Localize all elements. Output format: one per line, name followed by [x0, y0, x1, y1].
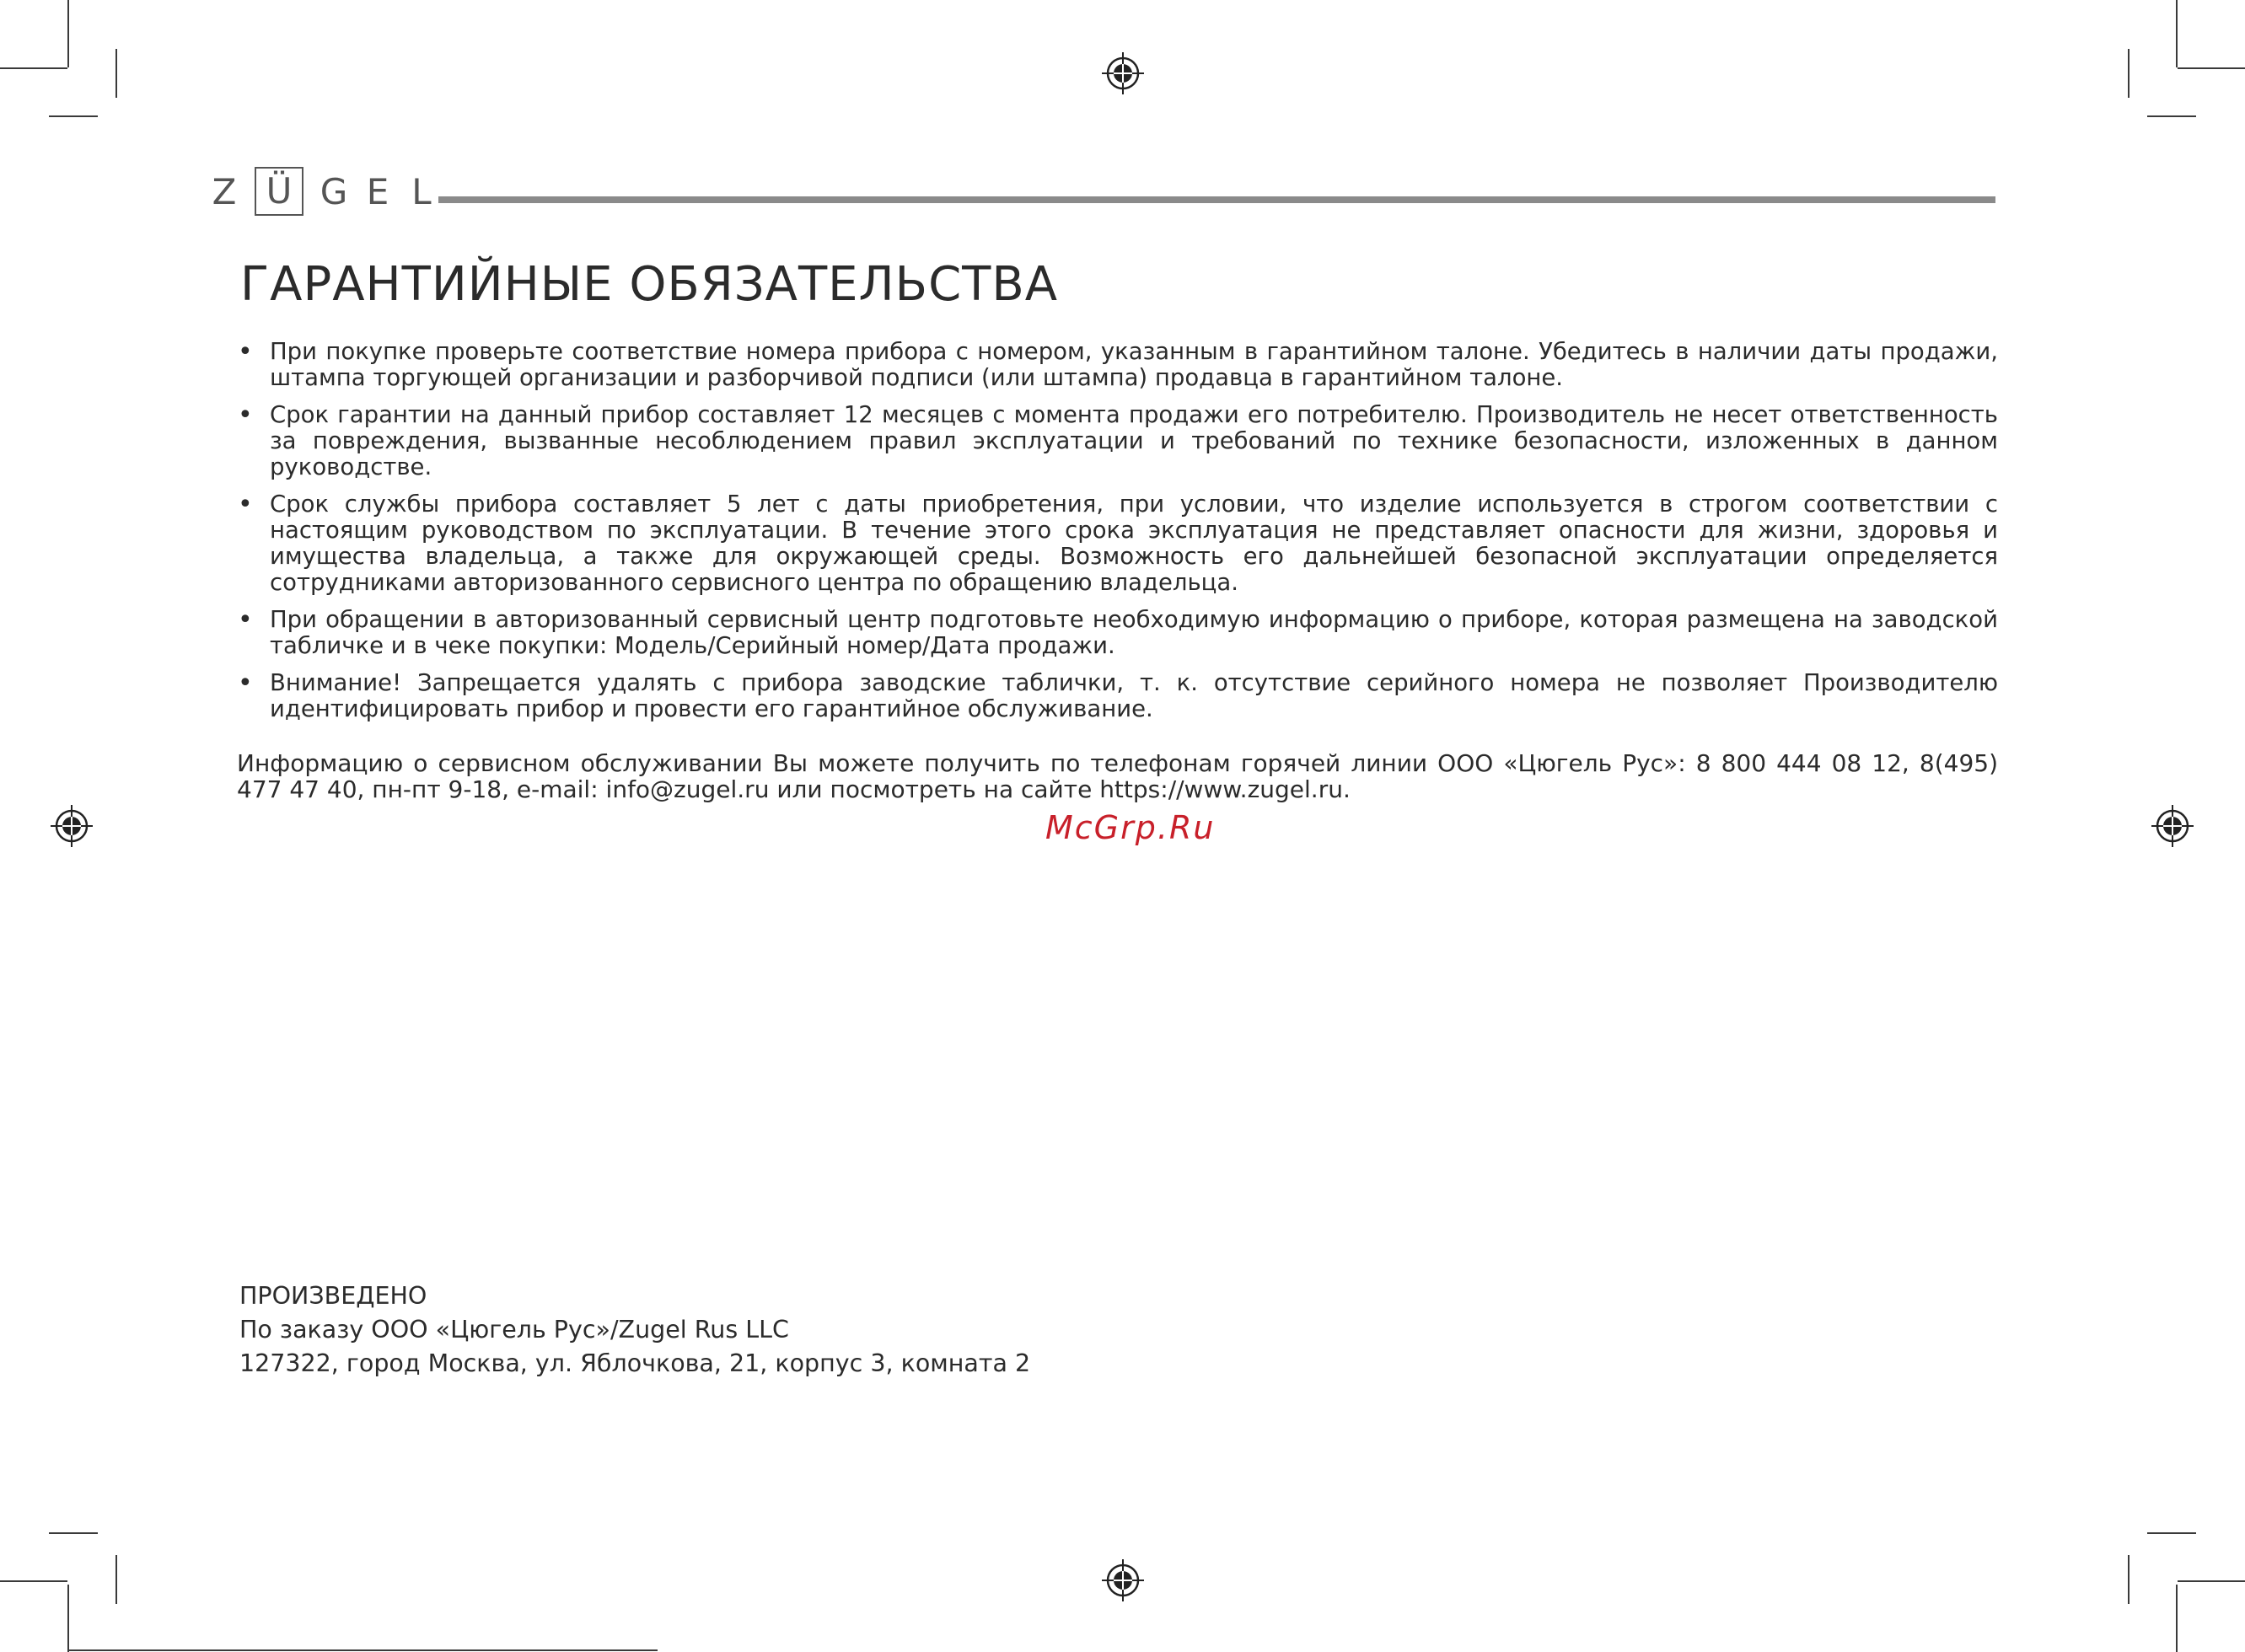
list-item: • При обращении в авторизованный сервисный центр подготовьте необходимую информацию о приборе, которая размещена на заводской табличке и в чеке покупки: Модель/Серийный номер/Дата продажи.: [238, 607, 1998, 659]
registration-mark-icon: [1102, 52, 1144, 94]
crop-mark: [0, 1580, 67, 1582]
manufacturer-block: [239, 1279, 1030, 1381]
crop-mark: [115, 1555, 117, 1604]
manufacturer-address: 127322, город Москва, ул. Яблочкова, 21, корпус 3, комната 2: [239, 1349, 1031, 1377]
crop-mark: [0, 67, 67, 69]
crop-mark: [2147, 1532, 2196, 1534]
manufacturer-heading: ПРОИЗВЕДЕНО: [239, 1282, 427, 1310]
logo-letter: L: [411, 170, 432, 212]
crop-mark: [2128, 49, 2130, 98]
page-title: ГАРАНТИЙНЫЕ ОБЯЗАТЕЛЬСТВА: [240, 257, 1059, 312]
bottom-edge-line: [67, 1649, 658, 1651]
crop-mark: [2178, 67, 2245, 69]
logo-letter: G: [320, 170, 348, 212]
list-item: • При покупке проверьте соответствие номера прибора с номером, указанным в гарантийном талоне. Убедитесь в наличии даты продажи, штампа торгующей организации и разборчивой подписи (или штампа) продавца в гарантийном талоне.: [238, 339, 1998, 391]
logo-letter: E: [366, 170, 389, 212]
warranty-terms-list: [238, 339, 1998, 733]
crop-mark: [2178, 1580, 2245, 1582]
list-item: • Срок службы прибора составляет 5 лет с даты приобретения, при условии, что изделие используется в строгом соответствии с настоящим руководством по эксплуатации. В течение этого срока эксплуатация не представляет опасности для жизни, здоровья и имущества владельца, а также для окружающей среды. Возможность его дальнейшей безопасной эксплуатации определяется сотрудниками авторизованного сервисного центра по обращению владельца.: [238, 491, 1998, 596]
registration-mark-icon: [1102, 1559, 1144, 1601]
watermark: McGrp.Ru: [1045, 809, 1216, 846]
brand-logo: [202, 167, 443, 216]
crop-mark: [2128, 1555, 2130, 1604]
crop-mark: [115, 49, 117, 98]
registration-mark-icon: [2151, 805, 2194, 847]
crop-mark: [2147, 115, 2196, 117]
crop-mark: [67, 0, 69, 67]
manufacturer-line: По заказу ООО «Цюгель Рус»/Zugel Rus LLC: [239, 1316, 789, 1344]
logo-letter-boxed: Ü: [255, 167, 303, 216]
service-info-paragraph: Информацию о сервисном обслуживании Вы можете получить по телефонам горячей линии ООО «Цюгель Рус»: 8 800 444 08 12, 8(495) 477 47 40, пн-пт 9-18, e-mail: info@zugel.ru или посмотреть на сайте https://www.zugel.ru.: [237, 749, 1998, 803]
crop-mark: [2176, 0, 2178, 67]
logo-letter: Z: [212, 170, 237, 212]
crop-mark: [67, 1585, 69, 1652]
registration-mark-icon: [51, 805, 93, 847]
list-item: • Внимание! Запрещается удалять с прибора заводские таблички, т. к. отсутствие серийного номера не позволяет Производителю идентифицировать прибор и провести его гарантийное обслуживание.: [238, 670, 1998, 722]
crop-mark: [49, 1532, 98, 1534]
crop-mark: [49, 115, 98, 117]
header-rule: [438, 196, 1995, 203]
list-item: • Срок гарантии на данный прибор составляет 12 месяцев с момента продажи его потребителю. Производитель не несет ответственность за повреждения, вызванные несоблюдением правил эксплуатации и требований по технике безопасности, изложенных в данном руководстве.: [238, 402, 1998, 480]
crop-mark: [2176, 1585, 2178, 1652]
